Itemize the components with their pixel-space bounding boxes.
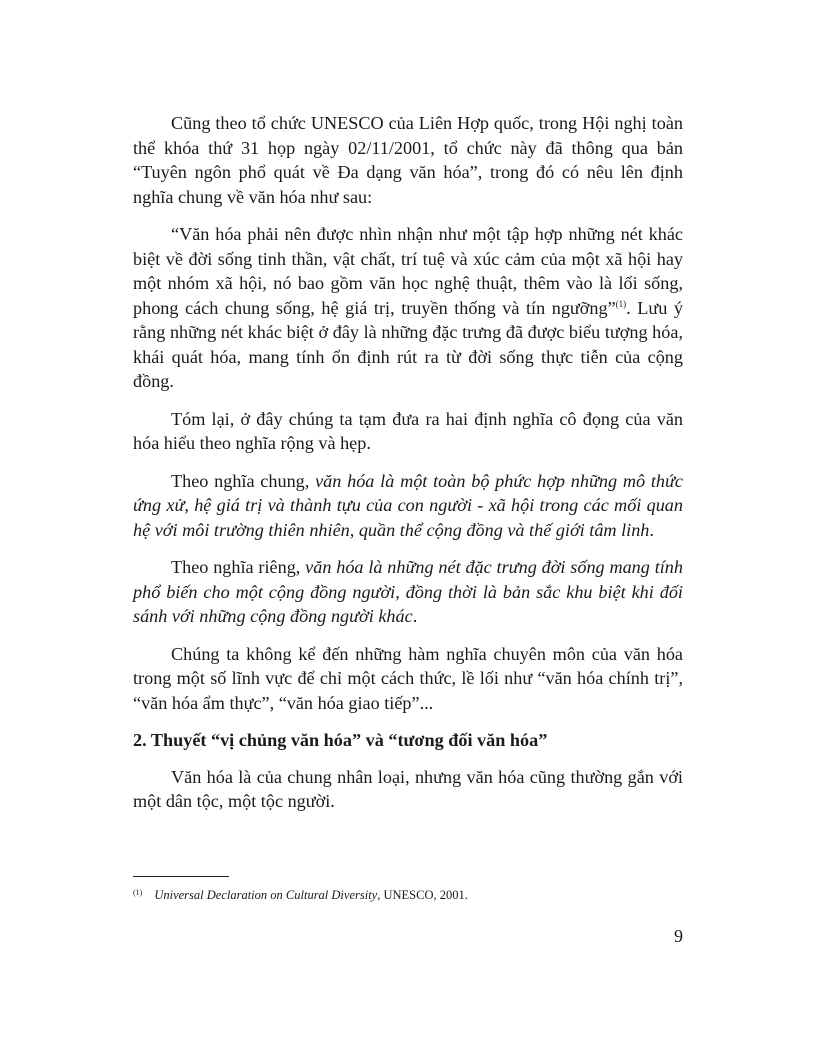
page-body <box>133 111 683 827</box>
narrow-definition-lead: Theo nghĩa riêng, <box>171 557 306 577</box>
paragraph-narrow-definition <box>133 555 683 629</box>
broad-definition-italic: văn hóa là một toàn bộ phức hợp những mô thức ứng xử, hệ giá trị và thành tựu của con người - xã hội trong các mối quan hệ với môi trường thiên nhiên, quần thể cộng đồng và thế giới tâm linh <box>133 470 683 540</box>
section-heading: 2. Thuyết “vị chủng văn hóa” và “tương đối văn hóa” <box>133 730 548 750</box>
broad-definition-tail: . <box>649 519 654 540</box>
broad-definition-lead: Theo nghĩa chung, <box>171 470 316 491</box>
narrow-definition-tail: . <box>412 606 418 626</box>
paragraph-unesco-definition <box>133 222 683 394</box>
narrow-definition-italic: văn hóa là những nét đặc trưng đời sống mang tính phổ biến cho một cộng đồng người, đồng thời là bản sắc khu biệt khi đối sánh với những cộng đồng người khác <box>133 557 683 626</box>
definition-note: . Lưu ý rằng những nét khác biệt ở đây là những đặc trưng đã được biểu tượng hóa, khái quát hóa, mang tính ổn định rút ra từ đời sống thực tiễn của cộng đồng. <box>133 297 683 391</box>
footnote-divider <box>133 876 229 877</box>
paragraph-section-intro: Văn hóa là của chung nhân loại, nhưng văn hóa cũng thường gắn với một dân tộc, một tộc người. <box>133 766 683 811</box>
page-number: 9 <box>674 926 683 946</box>
quoted-definition: “Văn hóa phải nên được nhìn nhận như một tập hợp những nét khác biệt về đời sống tinh thần, vật chất, trí tuệ và xúc cảm của một xã hội hay một nhóm xã hội, nó bao gồm văn học nghệ thuật, thêm vào là lối sống, phong cách chung sống, hệ giá trị, truyền thống và tín ngưỡng” <box>133 224 683 318</box>
paragraph-summary: Tóm lại, ở đây chúng ta tạm đưa ra hai định nghĩa cô đọng của văn hóa hiểu theo nghĩa rộng và hẹp. <box>133 408 683 453</box>
paragraph-broad-definition <box>133 469 683 543</box>
footnote-mark: (1) <box>133 888 143 897</box>
footnote-title: Universal Declaration on Cultural Diversity <box>154 888 378 902</box>
footnote-reference[interactable]: (1) <box>615 298 627 309</box>
footnote <box>133 888 468 903</box>
paragraph-unesco-intro: Cũng theo tổ chức UNESCO của Liên Hợp quốc, trong Hội nghị toàn thể khóa thứ 31 họp ngày 02/11/2001, tổ chức này đã thông qua bản “Tuyên ngôn phổ quát về Đa dạng văn hóa”, trong đó có nêu lên định nghĩa chung về văn hóa như sau: <box>133 113 683 207</box>
paragraph-specialized-meanings: Chúng ta không kể đến những hàm nghĩa chuyên môn của văn hóa trong một số lĩnh vực để chỉ một cách thức, lề lối như “văn hóa chính trị”, “văn hóa ẩm thực”, “văn hóa giao tiếp”... <box>133 643 683 713</box>
footnote-source: , UNESCO, 2001. <box>377 888 468 902</box>
